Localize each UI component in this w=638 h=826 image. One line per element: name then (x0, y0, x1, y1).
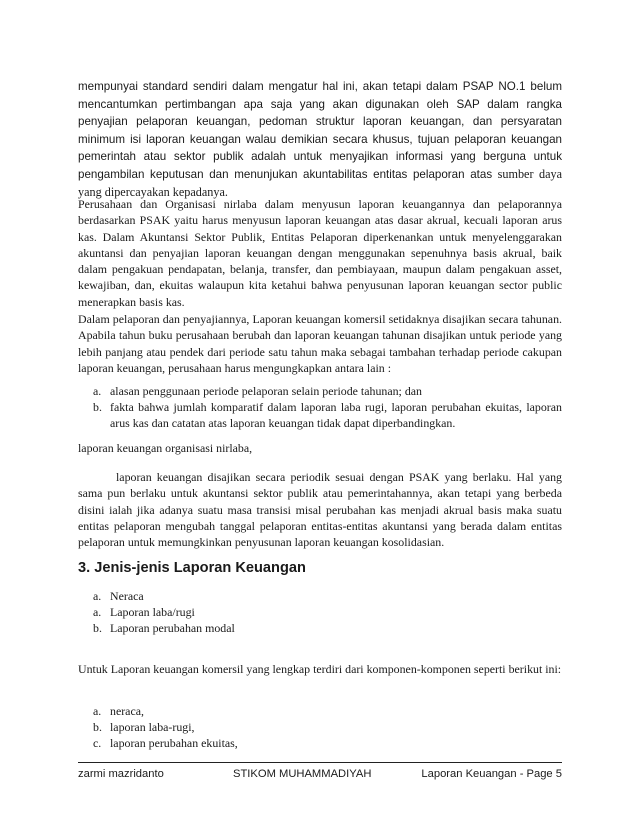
list-item (93, 719, 562, 735)
list-report-types (93, 588, 562, 636)
list-marker: c. (93, 736, 102, 750)
list-item-text: Laporan perubahan modal (110, 621, 235, 635)
paragraph-psap-objectives-tail: sumber daya yang dipercayakan kepadanya. (78, 166, 563, 199)
list-marker: a. (93, 384, 102, 398)
list-item-text: laporan perubahan ekuitas, (110, 736, 238, 750)
paragraph-reporting-period: Dalam pelaporan dan penyajiannya, Laporan keuangan komersil setidaknya disajikan secara tahunan. Apabila tahun buku perusahaan berubah dan laporan keuangan tahunan disajikan untuk periode yang lebih panjang atau pendek dari periode satu tahun maka sebagai tambahan terhadap periode cakupan laporan keuangan, perusahaan harus mengungkapkan antara lain : (78, 312, 562, 375)
list-marker: b. (93, 400, 102, 414)
list-item (93, 588, 562, 604)
paragraph-nonprofit-label: laporan keuangan organisasi nirlaba, (78, 441, 253, 455)
list-item-text: fakta bahwa jumlah komparatif dalam laporan laba rugi, laporan perubahan ekuitas, laporan arus kas dan catatan atas laporan keuangan tidak dapat diperbandingkan. (110, 400, 562, 430)
list-item (93, 383, 562, 399)
list-item (93, 399, 562, 431)
list-commercial-components (93, 703, 562, 751)
list-item (93, 604, 562, 620)
list-marker: a. (93, 605, 102, 619)
list-item (93, 703, 562, 719)
list-item-text: Neraca (110, 589, 144, 603)
footer-page-label: Laporan Keuangan - Page 5 (421, 768, 562, 780)
footer-divider (78, 762, 562, 763)
paragraph-psap-objectives-body: mempunyai standard sendiri dalam mengatur hal ini, akan tetapi dalam PSAP NO.1 belum mencantumkan pertimbangan apa saja yang akan digunakan oleh SAP dalam rangka penyajian pelaporan keuangan, pedoman struktur laporan keuangan, dan persyaratan minimum isi laporan keuangan walau demikian secara khusus, tujuan pelaporan keuangan pemerintah atau sektor publik adalah untuk menyajikan informasi yang berguna untuk pengambilan keputusan dan menunjukan akuntabilitas entitas pelaporan atas (78, 80, 562, 181)
list-marker: a. (93, 704, 102, 718)
list-marker: a. (93, 589, 102, 603)
paragraph-psap-objectives (78, 78, 562, 201)
list-marker: b. (93, 720, 102, 734)
list-item-text: Laporan laba/rugi (110, 605, 195, 619)
paragraph-periodic-presentation: laporan keuangan disajikan secara periodik sesuai dengan PSAK yang berlaku. Hal yang sama pun berlaku untuk akuntansi sektor publik atau pemerintahannya, akan tetapi yang berbeda disini ialah jika adanya suatu masa transisi misal perubahan kas menjadi akrual basis maka suatu entitas pelaporan mengubah tanggal pelaporan entitas-entitas akuntansi yang berada dalam entitas pelaporan untuk memungkinkan penyusunan laporan keuangan kosolidasian. (78, 470, 562, 550)
footer-author: zarmi mazridanto (78, 768, 164, 780)
list-item-text: neraca, (110, 704, 144, 718)
paragraph-accrual-basis: Perusahaan dan Organisasi nirlaba dalam menyusun laporan keuangannya dan pelaporannya berdasarkan PSAK yaitu harus menyusun laporan keuangan atas dasar akrual, kecuali laporan arus kas. Dalam Akuntansi Sektor Publik, Entitas Pelaporan diperkenankan untuk menyelenggarakan akuntansi dan penyajian laporan keuangan dengan menggunakan sepenuhnya basis akrual, baik dalam pengakuan pendapatan, belanja, transfer, dan pembiayaan, maupun dalam pengakuan asset, kewajiban, dan, ekuitas walaupun kita ketahui bahwa penyusunan laporan keuangan sector public menerapkan basis kas. (78, 197, 562, 309)
list-item (93, 620, 562, 636)
list-marker: b. (93, 621, 102, 635)
list-item (93, 735, 562, 751)
list-item-text: alasan penggunaan periode pelaporan selain periode tahunan; dan (110, 384, 423, 398)
section-heading: 3. Jenis-jenis Laporan Keuangan (78, 560, 306, 576)
paragraph-commercial-components: Untuk Laporan keuangan komersil yang lengkap terdiri dari komponen-komponen seperti berikut ini: (78, 662, 562, 676)
footer-institution: STIKOM MUHAMMADIYAH (233, 768, 372, 780)
list-item-text: laporan laba-rugi, (110, 720, 195, 734)
list-period-disclosures (93, 383, 562, 431)
